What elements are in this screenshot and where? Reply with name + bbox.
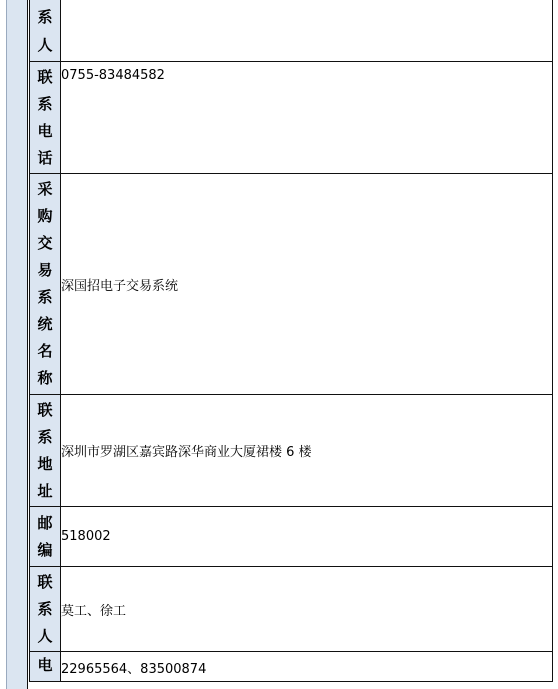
- label-char: 电: [37, 121, 53, 140]
- row-label-postcode: [30, 507, 61, 567]
- table-row: [30, 567, 553, 652]
- left-margin-shading: [0, 0, 28, 689]
- contact-info-table: [29, 0, 553, 682]
- row-label-phone: [30, 62, 61, 174]
- label-char: 联: [37, 400, 53, 419]
- row-label-address: [30, 395, 61, 507]
- label-char: 系: [37, 599, 53, 618]
- row-label-system-name: [30, 174, 61, 395]
- table-row: [30, 62, 553, 174]
- row-value-address: 深圳市罗湖区嘉宾路深华商业大厦裙楼 6 楼: [61, 395, 553, 507]
- row-value-postcode: 518002: [61, 507, 553, 567]
- label-char: 交: [37, 234, 53, 252]
- label-char: 名: [37, 342, 53, 360]
- row-value-system-name: 深国招电子交易系统: [61, 174, 553, 395]
- label-char: 址: [37, 481, 53, 500]
- table-row: [30, 0, 553, 62]
- label-char: 地: [37, 454, 53, 473]
- label-char: 采: [37, 180, 53, 198]
- row-value-empty: [61, 0, 553, 62]
- label-char: 人: [37, 626, 53, 645]
- row-value-contact-person: 莫工、徐工: [61, 567, 553, 652]
- label-char: 话: [37, 148, 53, 167]
- label-char: 编: [37, 540, 53, 559]
- label-char: 邮: [37, 513, 53, 532]
- label-char: 电: [37, 656, 53, 674]
- label-char: 系: [37, 7, 53, 26]
- row-label-contact-person: [30, 567, 61, 652]
- table-row: [30, 507, 553, 567]
- label-char: 联: [37, 67, 53, 86]
- margin-rule: [0, 0, 7, 689]
- row-value-tel: 22965564、83500874: [61, 652, 553, 682]
- label-char: 联: [37, 572, 53, 591]
- label-char: 称: [37, 369, 53, 387]
- label-char: 系: [37, 94, 53, 113]
- label-char: 购: [37, 207, 53, 225]
- row-label-tel-partial: [30, 652, 61, 682]
- table-row: [30, 174, 553, 395]
- label-char: 易: [37, 261, 53, 279]
- label-char: 系: [37, 288, 53, 306]
- table-row: [30, 395, 553, 507]
- table-row: [30, 652, 553, 682]
- label-char: 统: [37, 315, 53, 333]
- label-char: 系: [37, 427, 53, 446]
- label-char: 人: [37, 35, 53, 54]
- row-value-phone: 0755-83484582: [61, 62, 553, 174]
- row-label-contact-person-continued: [30, 0, 61, 62]
